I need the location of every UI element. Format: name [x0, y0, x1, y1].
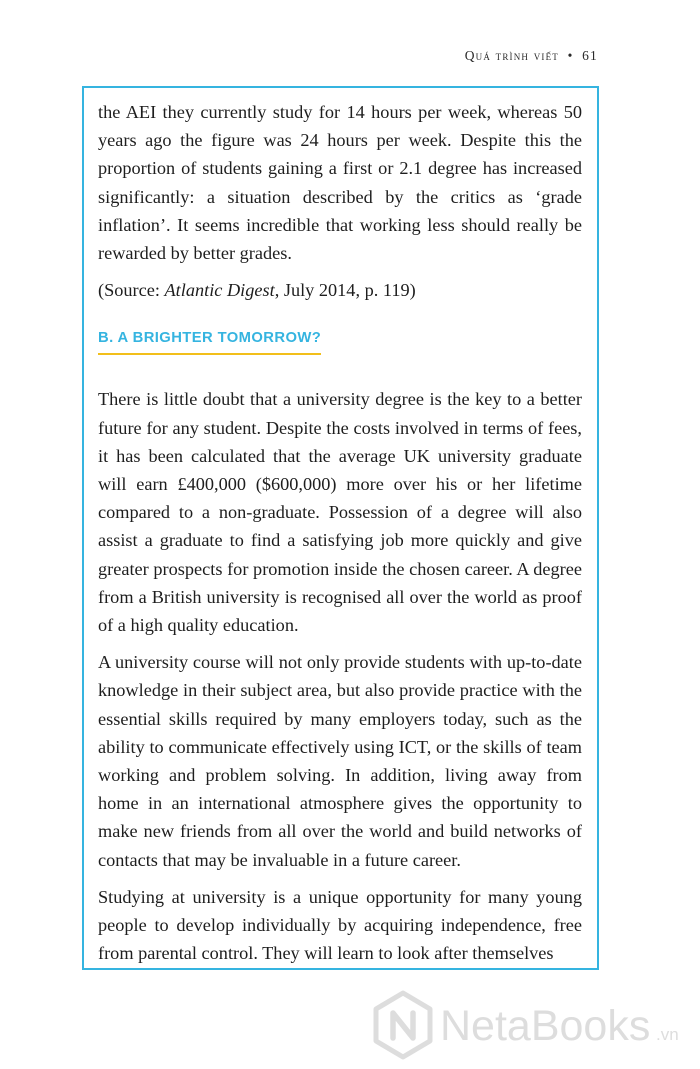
text-box: [82, 86, 599, 970]
running-head: [465, 48, 598, 64]
page-number: 61: [582, 48, 598, 63]
header-bullet: •: [567, 48, 574, 63]
source-suffix: , July 2014, p. 119): [274, 280, 416, 301]
paragraph-degree-key: There is little doubt that a university degree is the key to a better future for any student. Despite the costs involved in terms of fees, it has been calculated that the average UK university graduate will earn £400,000 ($600,000) more over his or her lifetime compared to a non-graduate. Possession of a degree will also assist a graduate to find a satisfying job more quickly and give greater prospects for promotion inside the chosen career. A degree from a British university is recognised all over the world as proof of a high quality education.: [98, 389, 582, 636]
text-box-content: [98, 98, 582, 970]
source-title: Atlantic Digest: [164, 280, 275, 301]
watermark-suffix: .vn: [656, 1025, 679, 1044]
source-prefix: (Source:: [98, 280, 165, 301]
paragraph-aei: the AEI they currently study for 14 hours per week, whereas 50 years ago the figure was 24 hours per week. Despite this the proportion of students gaining a first or 2.1 degree has increased significantly: a situation described by the critics as ‘grade inflation’. It seems incredible that working less should really be rewarded by better grades.: [98, 102, 582, 264]
paragraph-independence: Studying at university is a unique opportunity for many young people to develop individually by acquiring independence, free from parental control. They will learn to look after themselves: [98, 886, 582, 964]
chapter-title: Quá trình viết: [464, 48, 559, 63]
source-citation: [98, 276, 582, 304]
netabooks-watermark: [366, 988, 686, 1062]
paragraph-course-skills: A university course will not only provide students with up-to-date knowledge in their subject area, but also provide practice with the essential skills required by many employers today, such as the ability to communicate effectively using ICT, or the skills of team working and problem solving. In addition, living away from home in an international atmosphere gives the opportunity to make new friends from all over the world and build networks of contacts that may be invaluable in a future career.: [98, 652, 582, 870]
netabooks-logo-icon: [376, 993, 430, 1057]
section-heading: B. A BRIGHTER TOMORROW?: [98, 330, 321, 355]
watermark-brand: NetaBooks: [440, 1002, 651, 1050]
